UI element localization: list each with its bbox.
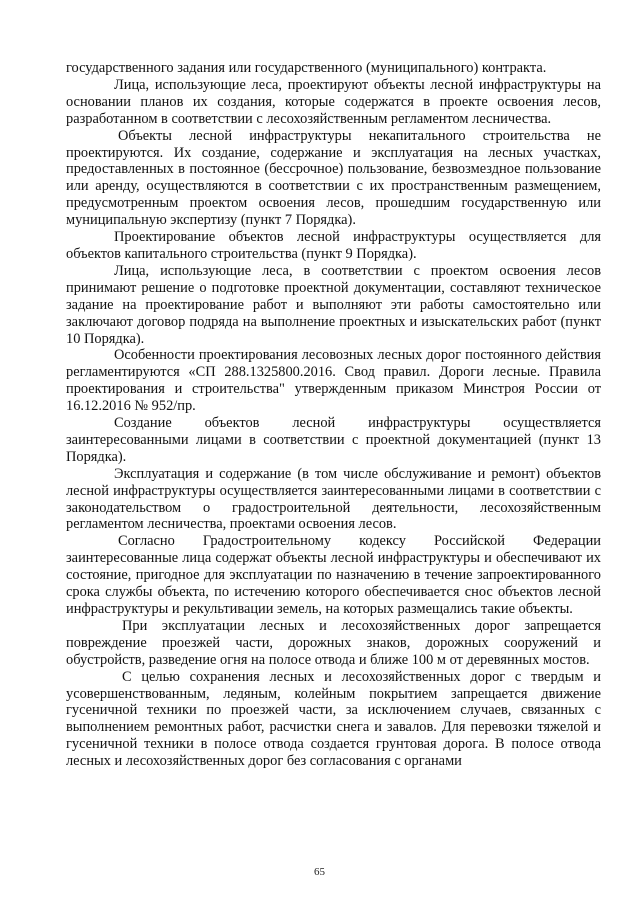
- paragraph-creation-objects: Создание объектов лесной инфраструктуры осуществляется заинтересованными лицами в соответствии с проектной документацией (пункт 13 Порядка).: [66, 415, 601, 465]
- paragraph-contract-continuation: государственного задания или государственного (муниципального) контракта.: [66, 60, 547, 76]
- paragraph-non-capital-objects: Объекты лесной инфраструктуры некапитального строительства не проектируются. Их создание, содержание и эксплуатация на лесных участках, предоставленных в постоянное (бессрочное) пользование, безвозмездное пользование или аренду, осуществляются в соответствии с их пространственным размещением, предусмотренным проектом освоения лесов, прошедшим государственную или муниципальную экспертизу (пункт 7 Порядка).: [66, 127, 601, 229]
- paragraph-capital-design: Проектирование объектов лесной инфраструктуры осуществляется для объектов капитального строительства (пункт 9 Порядка).: [66, 229, 601, 262]
- document-body: [66, 60, 601, 770]
- page-number: 65: [314, 866, 325, 878]
- paragraph-logging-roads-rules: Особенности проектирования лесовозных лесных дорог постоянного действия регламентируются «СП 288.1325800.2016. Свод правил. Дороги лесные. Правила проектирования и строительства" утвержденным приказом Минстроя России от 16.12.2016 № 952/пр.: [66, 347, 601, 415]
- paragraph-operation-maintenance: Эксплуатация и содержание (в том числе обслуживание и ремонт) объектов лесной инфраструктуры осуществляется заинтересованными лицами в соответствии с законодательством о градостроительной деятельности, лесохозяйственным регламентом лесничества, проектами освоения лесов.: [66, 465, 601, 533]
- paragraph-urban-planning-code: Согласно Градостроительному кодексу Российской Федерации заинтересованные лица содержат объекты лесной инфраструктуры и обеспечивают их состояние, пригодное для эксплуатации по назначению в течение запроектированного срока службы объекта, по истечению которого обеспечивается снос объектов лесной инфраструктуры и рекультивации земель, на которых размещались такие объекты.: [66, 533, 601, 617]
- paragraph-road-operation-prohibitions: При эксплуатации лесных и лесохозяйственных дорог запрещается повреждение проезжей части, дорожных знаков, дорожных сооружений и обустройств, разведение огня на полосе отвода и ближе 100 м от деревянных мостов.: [66, 617, 601, 668]
- paragraph-design-documentation: Лица, использующие леса, в соответствии с проектом освоения лесов принимают решение о подготовке проектной документации, составляют техническое задание на проектирование работ и выполняют эти работы самостоятельно или заключают договор подряда на выполнение проектных и изыскательских работ (пункт 10 Порядка).: [66, 262, 601, 347]
- paragraph-forest-users-design: Лица, использующие леса, проектируют объекты лесной инфраструктуры на основании планов их создания, которые содержатся в проекте освоения лесов, разработанном в соответствии с лесохозяйственным регламентом лесничества.: [66, 76, 601, 127]
- paragraph-road-preservation: С целью сохранения лесных и лесохозяйственных дорог с твердым и усовершенствованным, ледяным, колейным покрытием запрещается движение гусеничной техники по проезжей части, за исключением случаев, связанных с выполнением ремонтных работ, расчистки снега и завалов. Для перевозки тяжелой и гусеничной техники в полосе отвода создается грунтовая дорога. В полосе отвода лесных и лесохозяйственных дорог без согласования с органами: [66, 668, 601, 770]
